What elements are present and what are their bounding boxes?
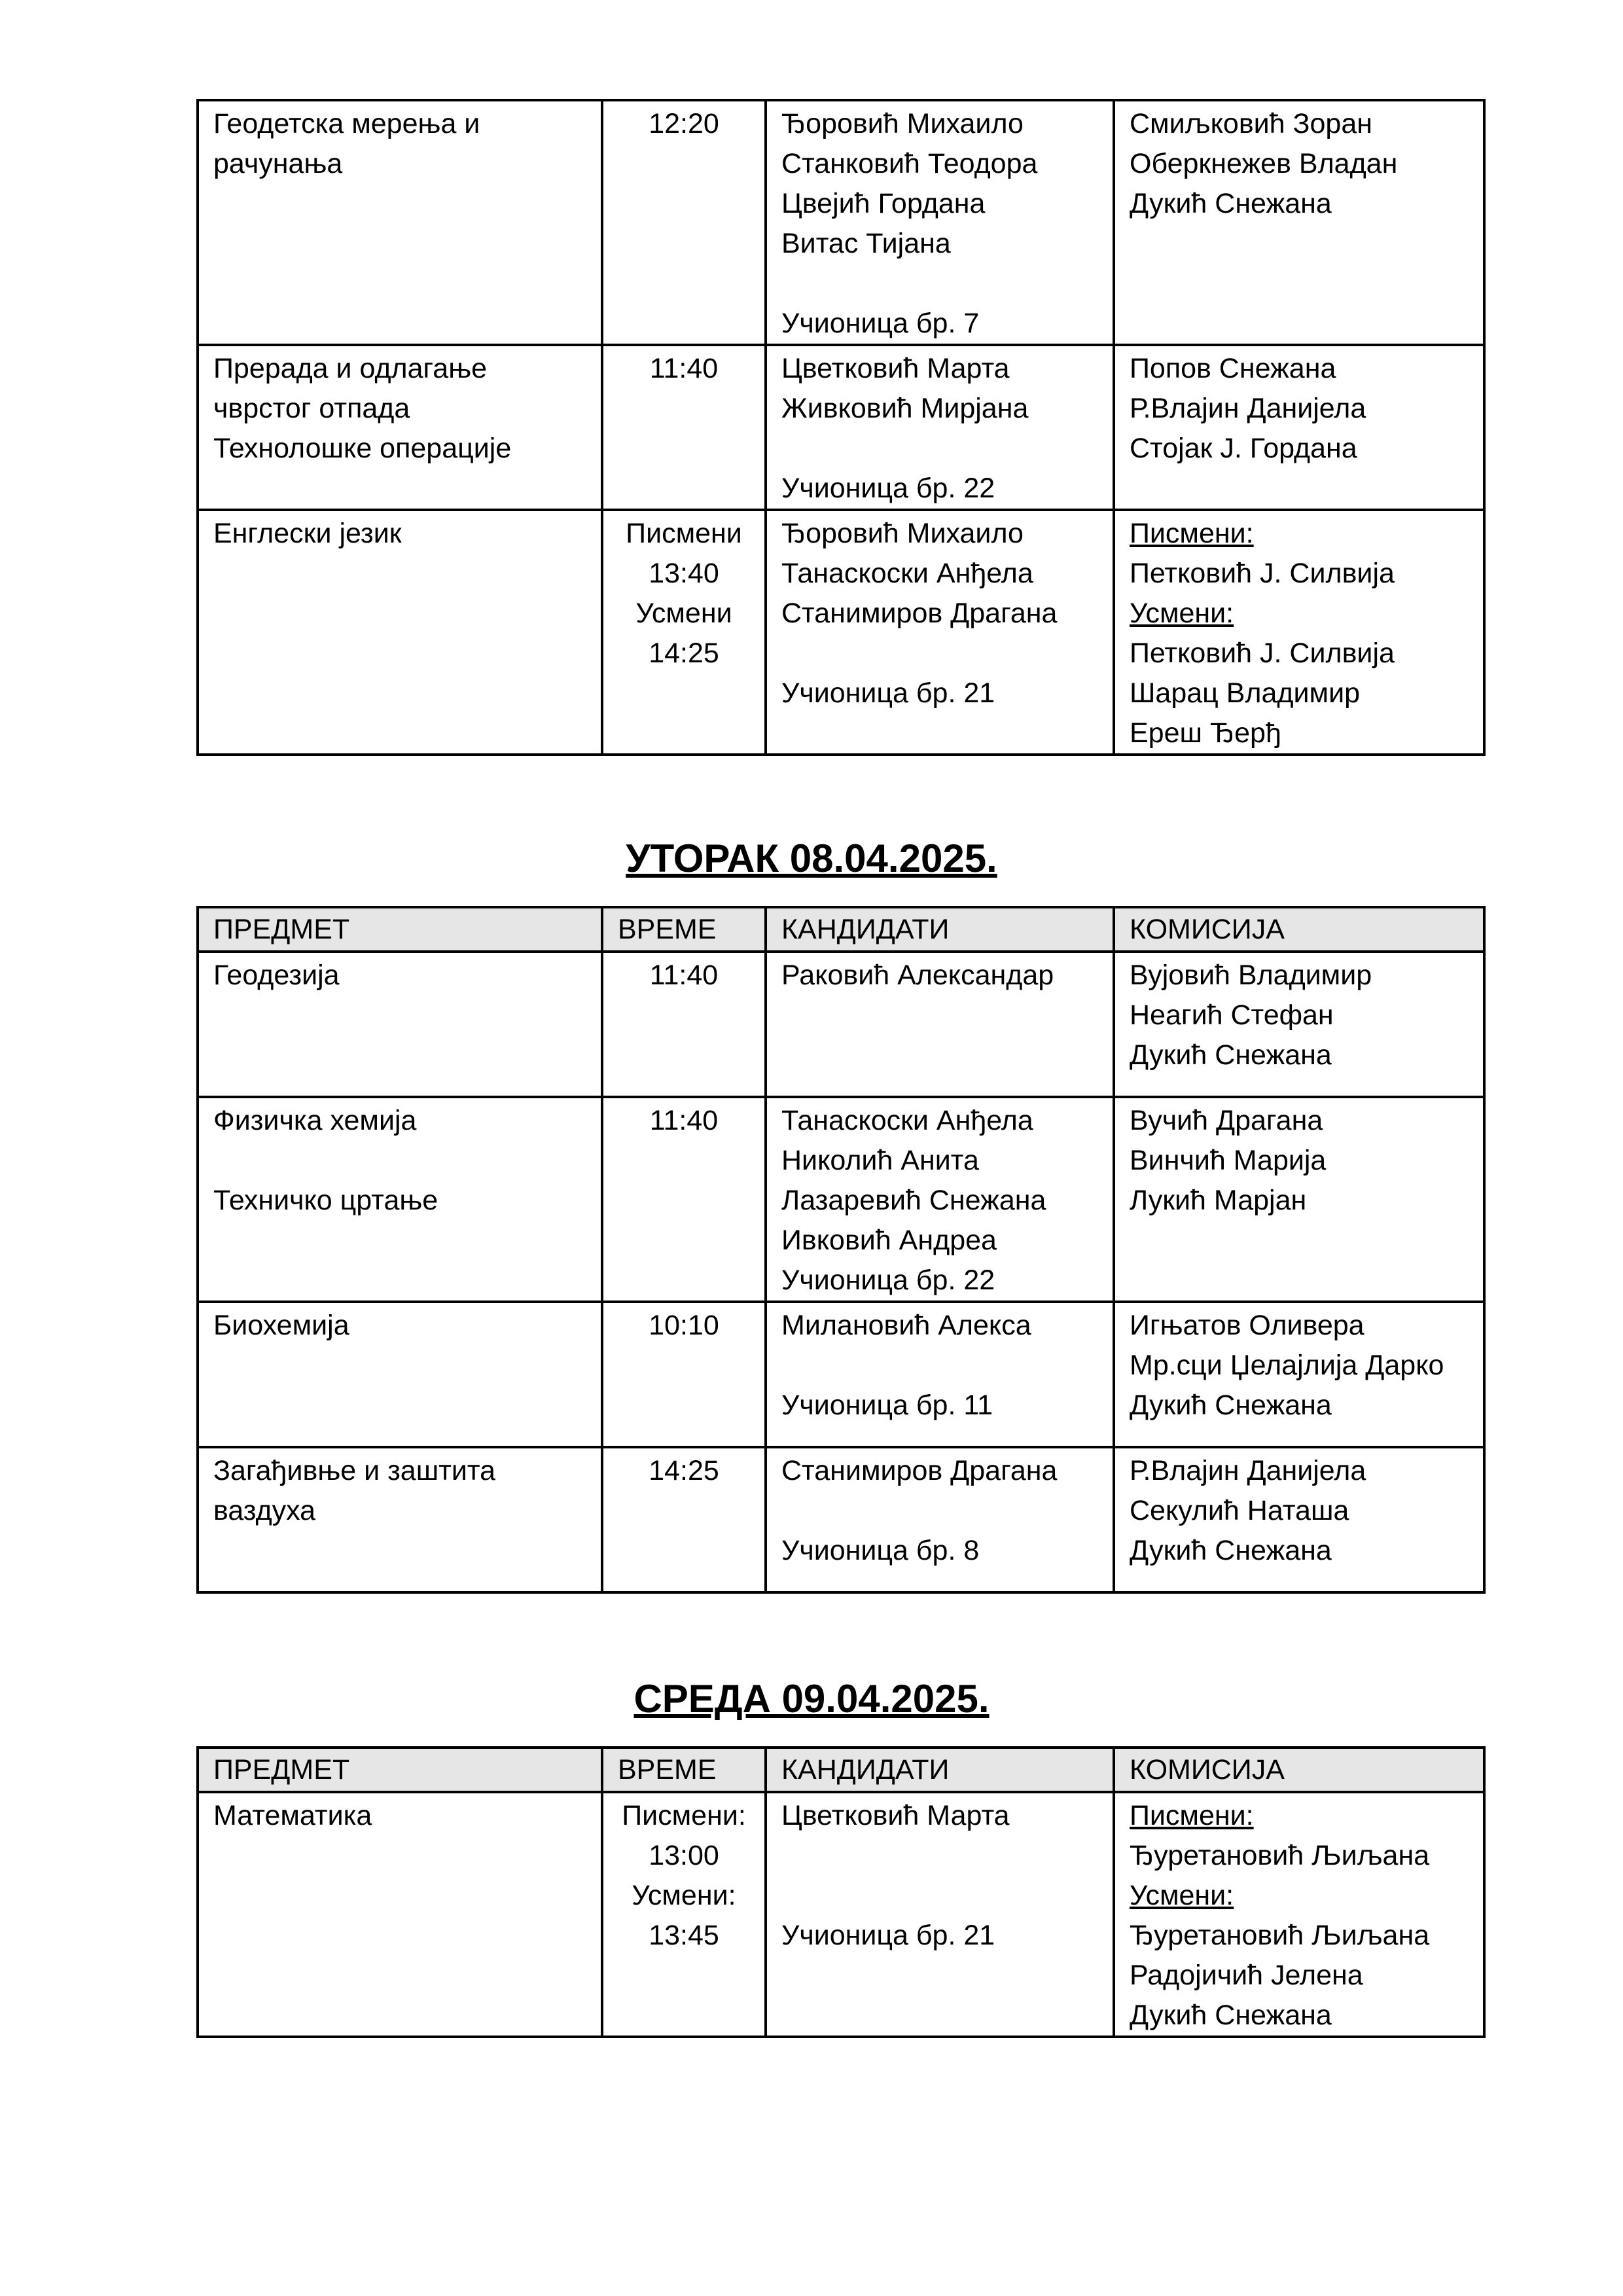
- candidates-cell: Танаскоски Анђела Николић Анита Лазаревић Снежана Ивковић Андреа Учионица бр. 22: [766, 1097, 1114, 1302]
- committee-cell: Р.Влајин Данијела Секулић Наташа Дукић Снежана: [1114, 1447, 1484, 1592]
- time-cell: 10:10: [602, 1302, 766, 1447]
- table-row: [198, 1447, 1484, 1592]
- exam-table-continued: [196, 99, 1486, 756]
- candidates-cell: Ђоровић Михаило Танаскоски Анђела Станимиров Драгана Учионица бр. 21: [766, 510, 1114, 755]
- table-row: [198, 100, 1484, 345]
- time-cell: 12:20: [602, 100, 766, 345]
- subject-cell: Прерада и одлагање чврстог отпада Технолошке операције: [198, 345, 602, 510]
- candidates-cell: Раковић Александар: [766, 952, 1114, 1097]
- time-cell: 11:40: [602, 1097, 766, 1302]
- committee-cell: Вучић Драгана Винчић Марија Лукић Марјан: [1114, 1097, 1484, 1302]
- committee-cell: Вујовић Владимир Неагић Стефан Дукић Снежана: [1114, 952, 1484, 1097]
- table-row: [198, 1302, 1484, 1447]
- exam-table-wednesday: [196, 1746, 1486, 2038]
- header-subject: ПРЕДМЕТ: [198, 1748, 602, 1792]
- header-time: ВРЕМЕ: [602, 1748, 766, 1792]
- committee-cell: Попов Снежана Р.Влајин Данијела Стојак Ј. Гордана: [1114, 345, 1484, 510]
- table-header-row: [198, 907, 1484, 952]
- candidates-cell: Милановић Алекса Учионица бр. 11: [766, 1302, 1114, 1447]
- subject-cell: Геодетска мерења и рачунања: [198, 100, 602, 345]
- committee-cell: Писмени: Петковић Ј. Силвија Усмени: Петковић Ј. Силвија Шарац Владимир Ереш Ђерђ: [1114, 510, 1484, 755]
- time-cell: Писмени 13:40 Усмени 14:25: [602, 510, 766, 755]
- header-candidates: КАНДИДАТИ: [766, 1748, 1114, 1792]
- header-committee: КОМИСИЈА: [1114, 907, 1484, 952]
- time-cell: Писмени: 13:00 Усмени: 13:45: [602, 1792, 766, 2037]
- header-subject: ПРЕДМЕТ: [198, 907, 602, 952]
- day-title-wednesday: СРЕДА 09.04.2025.: [633, 1677, 990, 1721]
- exam-table-tuesday: [196, 906, 1486, 1594]
- time-cell: 14:25: [602, 1447, 766, 1592]
- subject-cell: Физичка хемија Техничко цртање: [198, 1097, 602, 1302]
- subject-cell: Енглески језик: [198, 510, 602, 755]
- header-candidates: КАНДИДАТИ: [766, 907, 1114, 952]
- candidates-cell: Цветковић Марта Живковић Мирјана Учионица бр. 22: [766, 345, 1114, 510]
- table-row: [198, 510, 1484, 755]
- table-row: [198, 1792, 1484, 2037]
- table-row: [198, 345, 1484, 510]
- candidates-cell: Цветковић Марта Учионица бр. 21: [766, 1792, 1114, 2037]
- subject-cell: Математика: [198, 1792, 602, 2037]
- day-title-tuesday: УТОРАК 08.04.2025.: [626, 836, 997, 880]
- candidates-cell: Станимиров Драгана Учионица бр. 8: [766, 1447, 1114, 1592]
- subject-cell: Геодезија: [198, 952, 602, 1097]
- header-time: ВРЕМЕ: [602, 907, 766, 952]
- table-row: [198, 1097, 1484, 1302]
- committee-cell: Писмени: Ђуретановић Љиљана Усмени: Ђуретановић Љиљана Радојичић Јелена Дукић Снежана: [1114, 1792, 1484, 2037]
- candidates-cell: Ђоровић Михаило Станковић Теодора Цвејић Гордана Витас Тијана Учионица бр. 7: [766, 100, 1114, 345]
- subject-cell: Биохемија: [198, 1302, 602, 1447]
- subject-cell: Загађивње и заштита ваздуха: [198, 1447, 602, 1592]
- header-committee: КОМИСИЈА: [1114, 1748, 1484, 1792]
- table-row: [198, 952, 1484, 1097]
- time-cell: 11:40: [602, 345, 766, 510]
- committee-cell: Смиљковић Зоран Оберкнежев Владан Дукић Снежана: [1114, 100, 1484, 345]
- time-cell: 11:40: [602, 952, 766, 1097]
- committee-cell: Игњатов Оливера Мр.сци Џелајлија Дарко Дукић Снежана: [1114, 1302, 1484, 1447]
- table-header-row: [198, 1748, 1484, 1792]
